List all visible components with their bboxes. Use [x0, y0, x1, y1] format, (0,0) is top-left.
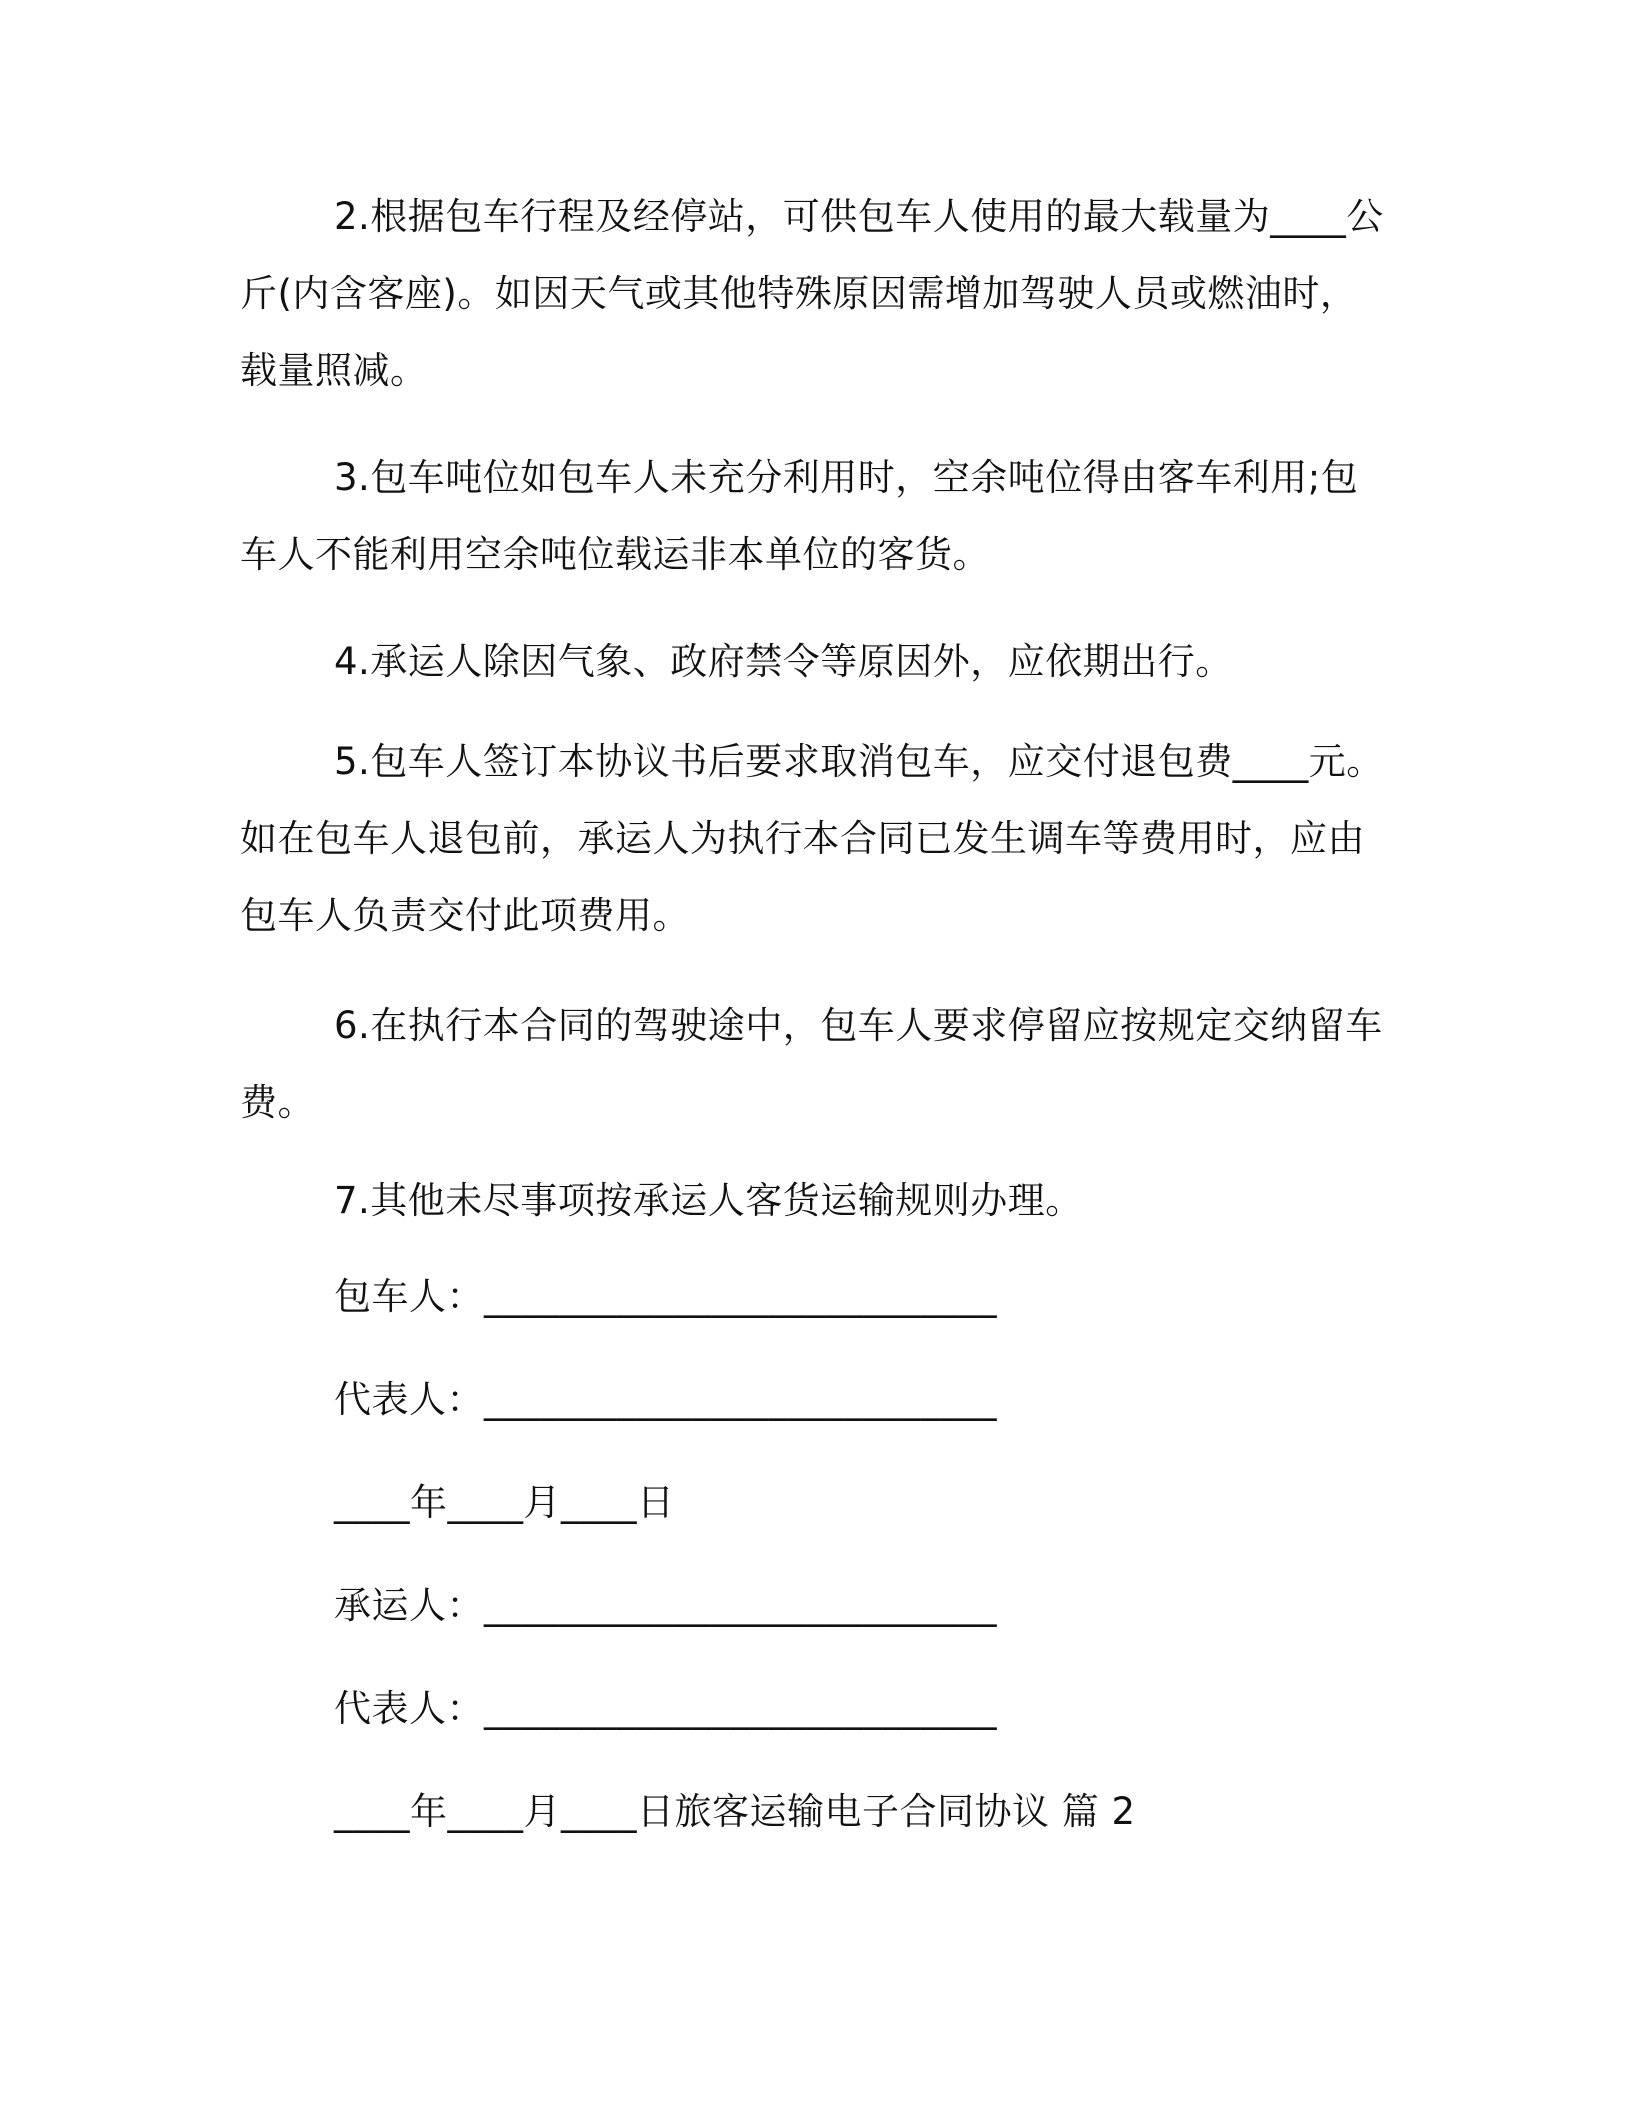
clause-6: 6.在执行本合同的驾驶途中，包车人要求停留应按规定交纳留车费。 [240, 1004, 1383, 1124]
charterer-signature-line: 包车人：___________________________ [334, 1275, 997, 1318]
clause-2: 2.根据包车行程及经停站，可供包车人使用的最大载量为____公斤(内含客座)。如因天气或其他特殊原因需增加驾驶人员或燃油时，载量照减。 [240, 195, 1384, 392]
charterer-representative-line: 代表人：___________________________ [334, 1378, 997, 1421]
clause-4: 4.承运人除因气象、政府禁令等原因外，应依期出行。 [334, 640, 1233, 683]
carrier-signature-line: 承运人：___________________________ [334, 1584, 997, 1627]
clause-7: 7.其他未尽事项按承运人客货运输规则办理。 [334, 1179, 1083, 1222]
clause-5: 5.包车人签订本协议书后要求取消包车，应交付退包费____元。如在包车人退包前，承运人为执行本合同已发生调车等费用时，应由包车人负责交付此项费用。 [240, 740, 1384, 937]
carrier-date-and-section-heading: ____年____月____日旅客运输电子合同协议 篇 2 [334, 1790, 1136, 1833]
carrier-representative-line: 代表人：___________________________ [334, 1687, 997, 1730]
charterer-date-line: ____年____月____日 [334, 1481, 675, 1524]
clause-3: 3.包车吨位如包车人未充分利用时，空余吨位得由客车利用;包车人不能利用空余吨位载运非本单位的客货。 [240, 456, 1359, 576]
